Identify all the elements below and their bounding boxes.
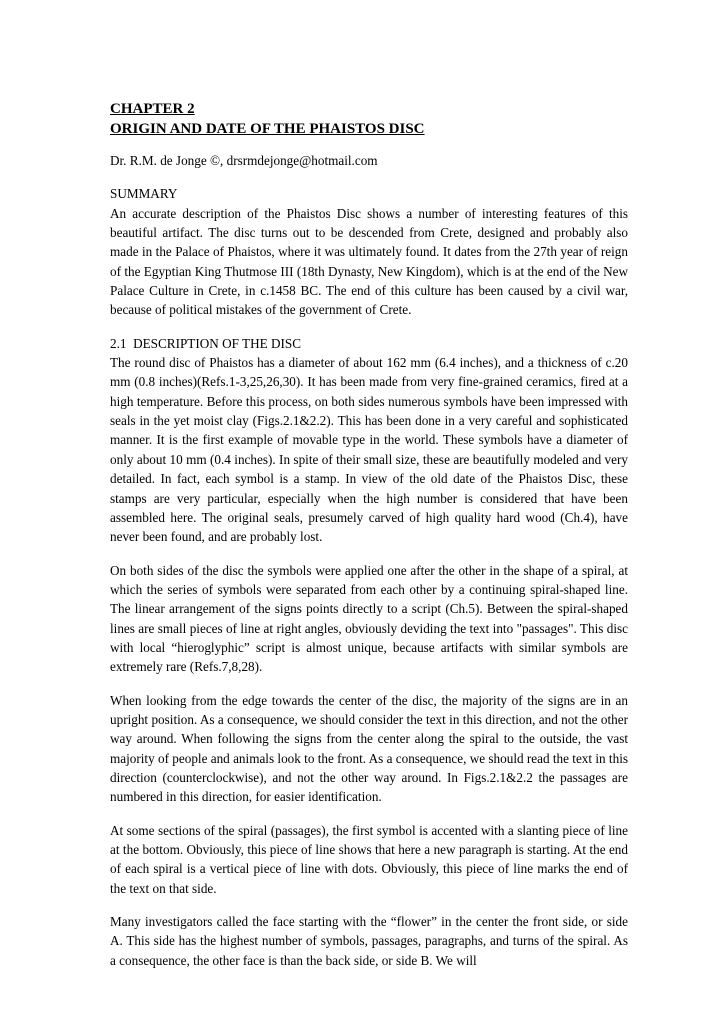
paragraph-1: The round disc of Phaistos has a diameter of about 162 mm (6.4 inches), and a thickness of c.20 mm (0.8 inches)(Refs.1-3,25,26,30). It has been made from very fine-grained ceramics, fired at a high temperature. Before this process, on both sides numerous symbols have been impressed with seals in the yet moist clay (Figs.2.1&2.2). This has been done in a very careful and sophisticated manner. It is the first example of movable type in the world. These symbols have a diameter of only about 10 mm (0.4 inches). In spite of their small size, these are beautifully modeled and very detailed. In fact, each symbol is a stamp. In view of the old date of the Phaistos Disc, these stamps are very particular, especially when the high number is considered that have been assembled here. The original seals, presumely carved of high quality hard wood (Ch.4), have never been found, and are probably lost. [110, 355, 628, 545]
author-line: Dr. R.M. de Jonge ©, drsrmdejonge@hotmail.com [110, 153, 378, 168]
chapter-title: ORIGIN AND DATE OF THE PHAISTOS DISC [110, 120, 425, 137]
paragraph-4: At some sections of the spiral (passages), the first symbol is accented with a slanting piece of line at the bottom. Obviously, this piece of line shows that here a new paragraph is starting. At the end of each spiral is a vertical piece of line with dots. Obviously, this piece of line marks the end of the text on that side. [110, 822, 628, 896]
summary-heading: SUMMARY [110, 186, 178, 202]
section-heading: 2.1 DESCRIPTION OF THE DISC [110, 335, 301, 351]
summary-text: An accurate description of the Phaistos Disc shows a number of interesting features of this beautiful artifact. The disc turns out to be descended from Crete, designed and probably also made in the Palace of Phaistos, where it was ultimately found. It dates from the 27th year of reign of the Egyptian King Thutmose III (18th Dynasty, New Kingdom), which is at the end of the New Palace Culture in Crete, in c.1458 BC. The end of this culture has been caused by a civil war, because of political mistakes of the government of Crete. [110, 205, 628, 318]
paragraph-3: When looking from the edge towards the center of the disc, the majority of the signs are in an upright position. As a consequence, we should consider the text in this direction, and not the other way around. When following the signs from the center along the spiral to the outside, the vast majority of people and animals look to the front. As a consequence, we should read the text in this direction (counterclockwise), and not the other way around. In Figs.2.1&2.2 the passages are numbered in this direction, for easier identification. [110, 692, 628, 805]
paragraph-5: Many investigators called the face starting with the “flower” in the center the front side, or side A. This side has the highest number of symbols, passages, paragraphs, and turns of the spiral. As a consequence, the other face is than the back side, or side B. We will [110, 914, 628, 968]
chapter-number: CHAPTER 2 [110, 101, 195, 117]
document-page [110, 100, 628, 970]
paragraph-2: On both sides of the disc the symbols were applied one after the other in the shape of a spiral, at which the series of symbols were separated from each other by a continuing spiral-shaped line. The linear arrangement of the signs points directly to a script (Ch.5). Between the spiral-shaped lines are small pieces of line at right angles, obviously deviding the text into "passages". This disc with local “hieroglyphic” script is almost unique, because artifacts with similar symbols are extremely rare (Refs.7,8,28). [110, 562, 628, 675]
